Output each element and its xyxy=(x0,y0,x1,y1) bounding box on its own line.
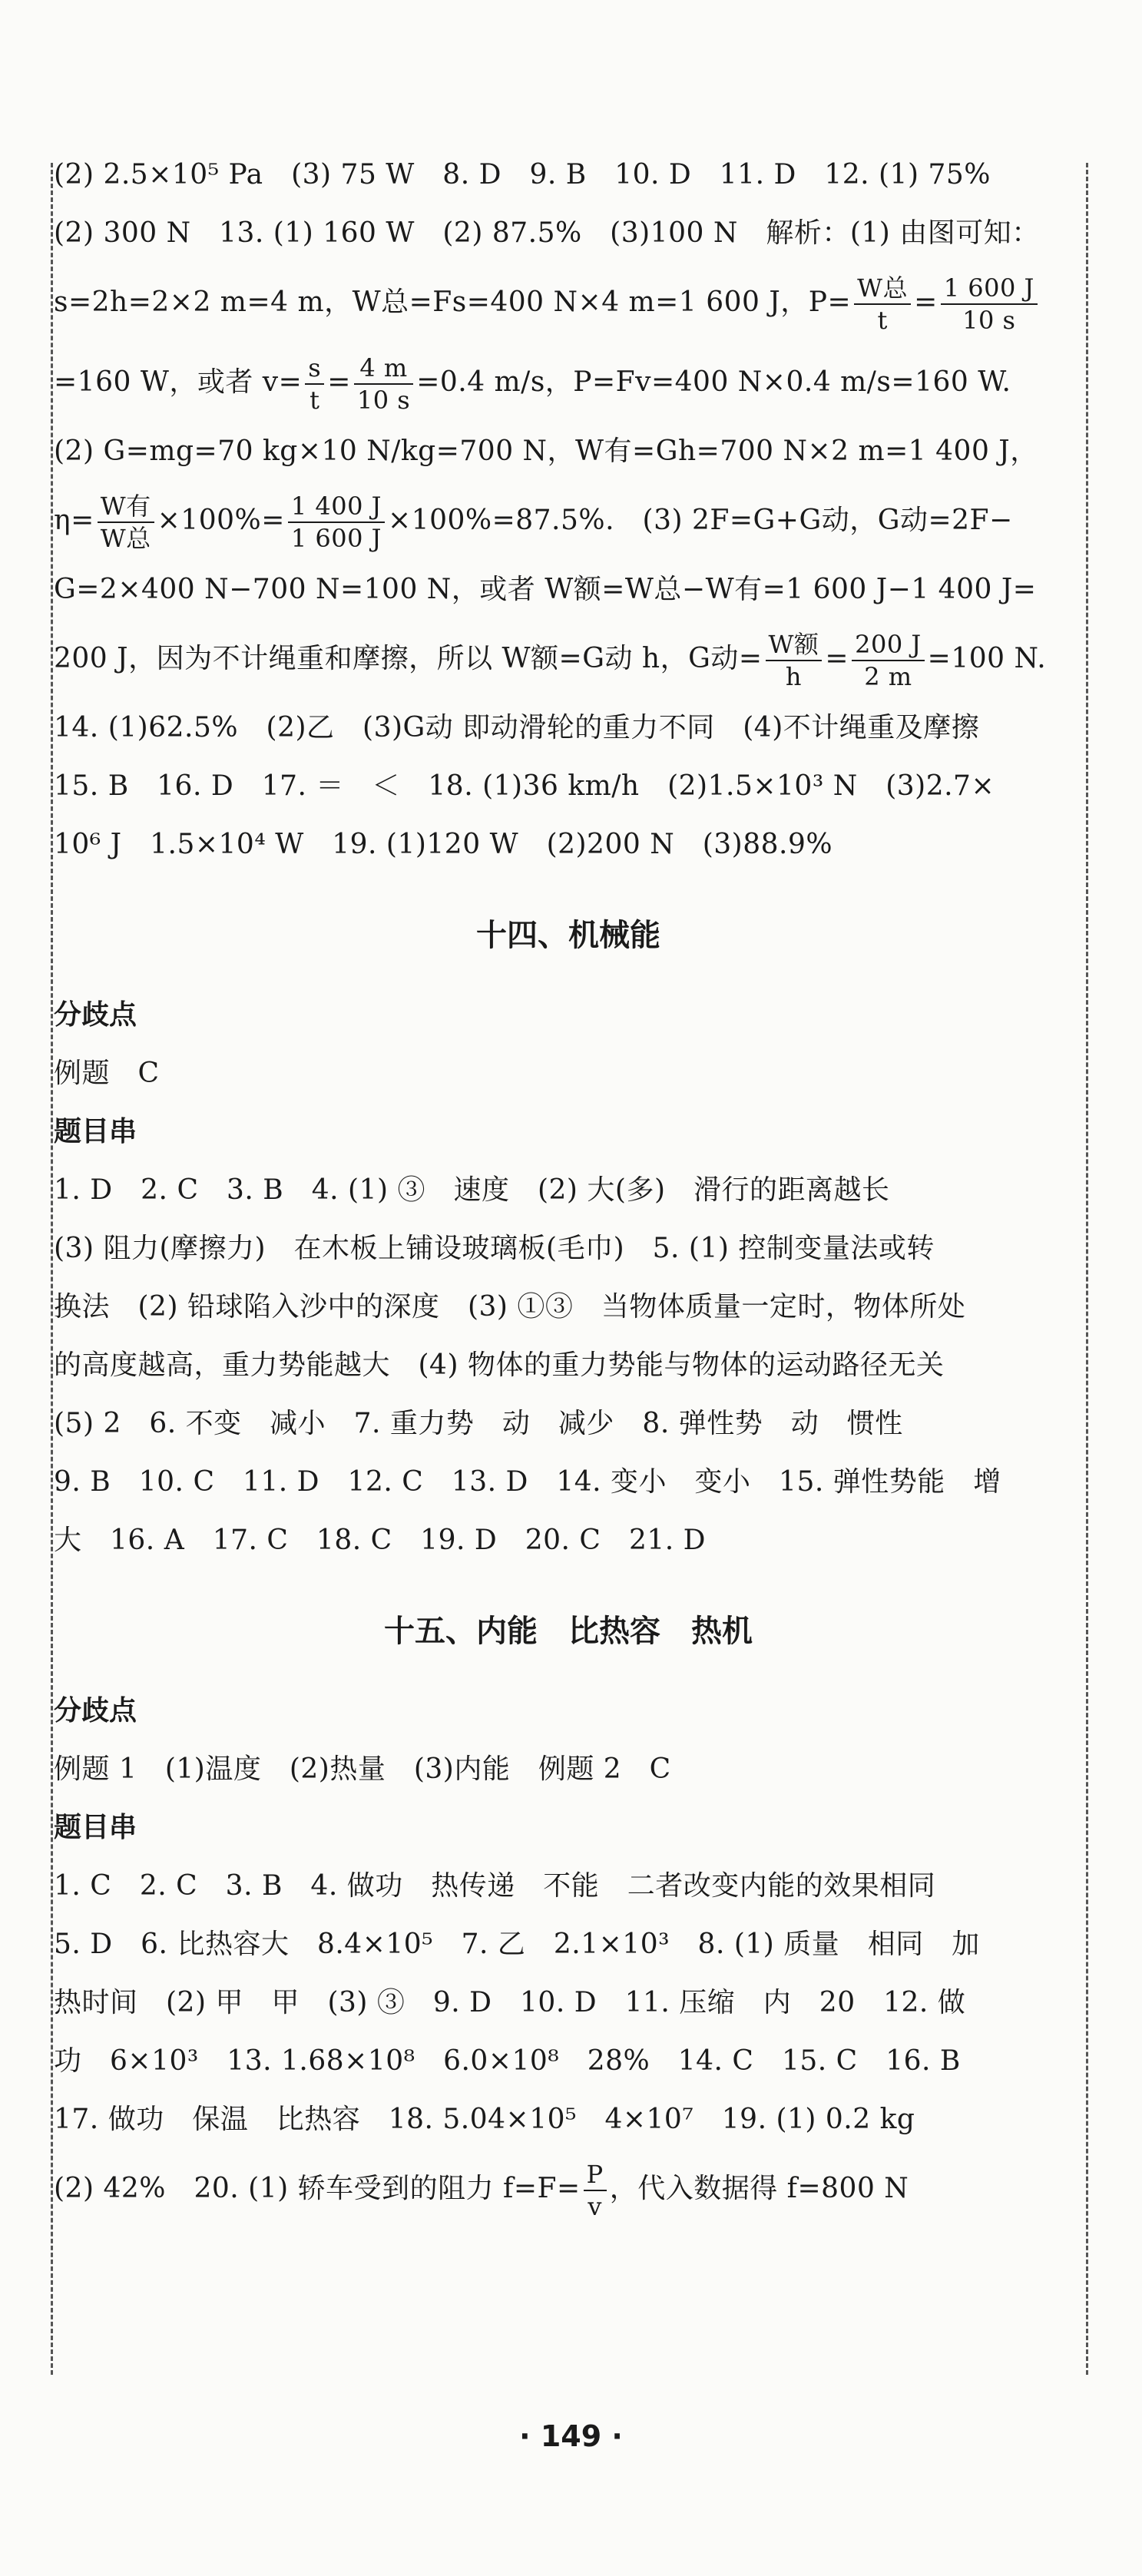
text-line: 17. 做功 保温 比热容 18. 5.04×10⁵ 4×10⁷ 19. (1) 0.2 kg xyxy=(54,2104,915,2135)
text-line: 大 16. A 17. C 18. C 19. D 20. C 21. D xyxy=(54,1525,707,1556)
section-title: 十四、机械能 xyxy=(476,918,660,953)
page-number: · 149 · xyxy=(519,2419,623,2453)
formula-text: =0.4 m/s，P=Fv=400 N×0.4 m/s=160 W. xyxy=(416,366,1011,398)
numerator: 200 J xyxy=(852,629,925,661)
formula-line xyxy=(54,481,1083,561)
text-line: (2) G=mg=70 kg×10 N/kg=700 N，W有=Gh=700 N×2 m=1 400 J， xyxy=(54,435,1038,467)
formula-text: η= xyxy=(54,505,94,536)
subheading: 题目串 xyxy=(54,1812,137,1843)
text-line: 1. D 2. C 3. B 4. (1) ③ 速度 (2) 大(多) 滑行的距离越长 xyxy=(54,1174,890,1206)
denominator: 10 s xyxy=(962,306,1016,335)
text-line: 的高度越高，重力势能越大 (4) 物体的重力势能与物体的运动路径无关 xyxy=(54,1349,945,1381)
text-line: 9. B 10. C 11. D 12. C 13. D 14. 变小 变小 15. 弹性势能 增 xyxy=(54,1466,1001,1498)
denominator: 10 s xyxy=(356,386,411,415)
numerator: W额 xyxy=(766,629,823,661)
example-line: 例题 C xyxy=(54,1058,160,1089)
text-line: 14. (1)62.5% (2)乙 (3)G动 即动滑轮的重力不同 (4)不计绳重及摩擦 xyxy=(54,712,980,743)
denominator: t xyxy=(877,306,888,335)
formula-line xyxy=(54,263,1083,343)
text-line: 15. B 16. D 17. ＝ ＜ 18. (1)36 km/h (2)1.5×10³ N (3)2.7× xyxy=(54,770,995,802)
subheading: 题目串 xyxy=(54,1116,137,1147)
fraction xyxy=(854,273,911,336)
numerator: 4 m xyxy=(354,353,413,385)
numerator: 1 600 J xyxy=(941,273,1038,305)
left-dashed-rule xyxy=(51,163,53,2375)
text-line: 5. D 6. 比热容大 8.4×10⁵ 7. 乙 2.1×10³ 8. (1) 质量 相同 加 xyxy=(54,1929,980,1960)
text-line: 1. C 2. C 3. B 4. 做功 热传递 不能 二者改变内能的效果相同 xyxy=(54,1870,936,1902)
formula-text: 200 J，因为不计绳重和摩擦，所以 W额=G动 h，G动= xyxy=(54,643,763,674)
equals-sign: = xyxy=(327,366,351,398)
text-line: 功 6×10³ 13. 1.68×10⁸ 6.0×10⁸ 28% 14. C 15. C 16. B xyxy=(54,2045,961,2077)
fraction xyxy=(941,273,1038,336)
numerator: P xyxy=(584,2159,607,2191)
denominator: h xyxy=(785,662,803,691)
text-line: 热时间 (2) 甲 甲 (3) ③ 9. D 10. D 11. 压缩 内 20 12. 做 xyxy=(54,1987,966,2018)
denominator: W总 xyxy=(100,524,151,553)
numerator: s xyxy=(305,353,324,385)
text-line: (3) 阻力(摩擦力) 在木板上铺设玻璃板(毛巾) 5. (1) 控制变量法或转 xyxy=(54,1233,935,1264)
formula-text: =160 W，或者 v= xyxy=(54,366,303,398)
equals-sign: = xyxy=(825,643,849,674)
fraction xyxy=(305,353,324,416)
formula-text: s=2h=2×2 m=4 m，W总=Fs=400 N×4 m=1 600 J，P= xyxy=(54,286,852,318)
equals-sign: = xyxy=(914,286,938,318)
text-line: (2) 300 N 13. (1) 160 W (2) 87.5% (3)100 N 解析：(1) 由图可知： xyxy=(54,217,1040,249)
formula-text: ×100%= xyxy=(157,505,285,536)
formula-line xyxy=(54,343,1083,422)
text-line: G=2×400 N−700 N=100 N，或者 W额=W总−W有=1 600 J−1 400 J= xyxy=(54,574,1037,605)
formula-text: =100 N. xyxy=(927,643,1047,674)
fraction xyxy=(584,2159,607,2222)
text-line: 换法 (2) 铅球陷入沙中的深度 (3) ①③ 当物体质量一定时，物体所处 xyxy=(54,1291,966,1323)
example-line: 例题 1 (1)温度 (2)热量 (3)内能 例题 2 C xyxy=(54,1753,671,1785)
subheading: 分歧点 xyxy=(54,1695,137,1727)
formula-text: ×100%=87.5%. (3) 2F=G+G动，G动=2F− xyxy=(388,505,1013,536)
denominator: 2 m xyxy=(864,662,912,691)
formula-line xyxy=(54,2149,1083,2229)
denominator: v xyxy=(588,2192,602,2221)
text-line: (5) 2 6. 不变 减小 7. 重力势 动 减少 8. 弹性势 动 惯性 xyxy=(54,1408,903,1439)
text-line: (2) 2.5×10⁵ Pa (3) 75 W 8. D 9. B 10. D 11. D 12. (1) 75% xyxy=(54,159,991,190)
denominator: t xyxy=(309,386,320,415)
fraction xyxy=(852,629,925,692)
formula-line xyxy=(54,619,1083,699)
fraction xyxy=(766,629,823,692)
numerator: W总 xyxy=(854,273,911,305)
subheading: 分歧点 xyxy=(54,999,137,1031)
numerator: W有 xyxy=(98,491,154,523)
formula-text: ，代入数据得 f=800 N xyxy=(609,2173,909,2204)
right-dashed-rule xyxy=(1086,163,1088,2375)
denominator: 1 600 J xyxy=(290,524,382,553)
text-line: 10⁶ J 1.5×10⁴ W 19. (1)120 W (2)200 N (3)88.9% xyxy=(54,829,833,860)
section-title: 十五、内能 比热容 热机 xyxy=(384,1614,753,1649)
content-column xyxy=(54,146,1083,2229)
fraction xyxy=(354,353,413,416)
formula-text: (2) 42% 20. (1) 轿车受到的阻力 f=F= xyxy=(54,2173,581,2204)
numerator: 1 400 J xyxy=(288,491,385,523)
fraction xyxy=(288,491,385,554)
fraction xyxy=(98,491,154,554)
